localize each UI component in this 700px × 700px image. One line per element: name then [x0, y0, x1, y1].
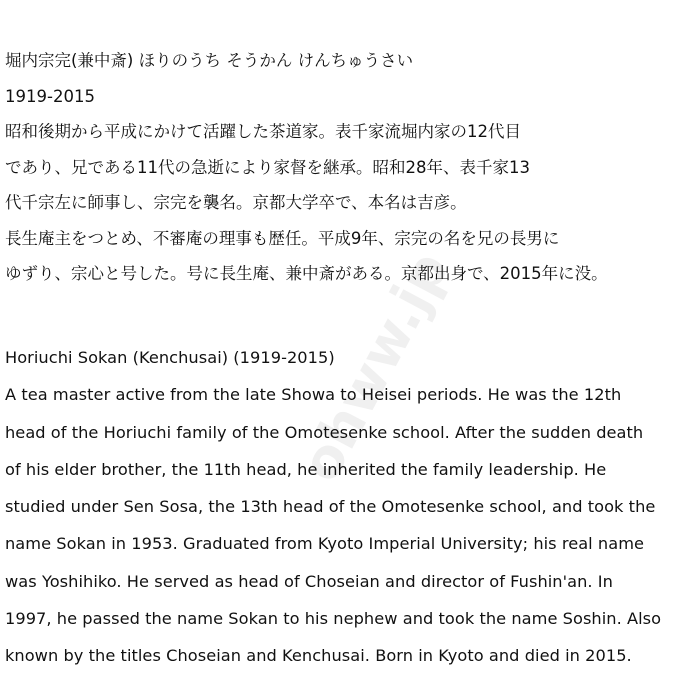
japanese-text-line: であり、兄である11代の急逝により家督を継承。昭和28年、表千家13: [5, 157, 530, 177]
japanese-dates: 1919-2015: [5, 86, 95, 106]
english-text-line: known by the titles Choseian and Kenchusai. Born in Kyoto and died in 2015.: [5, 646, 632, 666]
english-text-line: name Sokan in 1953. Graduated from Kyoto Imperial University; his real name: [5, 534, 645, 554]
english-text-line: studied under Sen Sosa, the 13th head of the Omotesenke school, and took the: [5, 497, 656, 517]
english-text-line: A tea master active from the late Showa to Heisei periods. He was the 12th: [5, 385, 622, 405]
english-heading: Horiuchi Sokan (Kenchusai) (1919-2015): [5, 348, 335, 367]
english-text-line: 1997, he passed the name Sokan to his nephew and took the name Soshin. Also: [5, 609, 662, 629]
english-description: [5, 339, 699, 675]
english-text-line: head of the Horiuchi family of the Omotesenke school. After the sudden death: [5, 422, 644, 442]
japanese-text-line: 長生庵主をつとめ、不審庵の理事も歴任。平成9年、宗完の名を兄の長男に: [5, 228, 560, 248]
japanese-text-line: 昭和後期から平成にかけて活躍した茶道家。表千家流堀内家の12代目: [5, 122, 521, 141]
english-text-line: was Yoshihiko. He served as head of Choseian and director of Fushin'an. In: [5, 571, 613, 591]
japanese-heading: 堀内宗完(兼中斎) ほりのうち そうかん けんちゅうさい: [5, 51, 414, 70]
watermark: ohww.jp: [288, 241, 462, 492]
japanese-description: [5, 43, 699, 292]
japanese-text-line: 代千宗左に師事し、宗完を襲名。京都大学卒で、本名は吉彦。: [5, 193, 467, 212]
english-text-line: of his elder brother, the 11th head, he inherited the family leadership. He: [5, 459, 607, 479]
japanese-text-line: ゆずり、宗心と号した。号に長生庵、兼中斎がある。京都出身で、2015年に没。: [5, 264, 608, 283]
